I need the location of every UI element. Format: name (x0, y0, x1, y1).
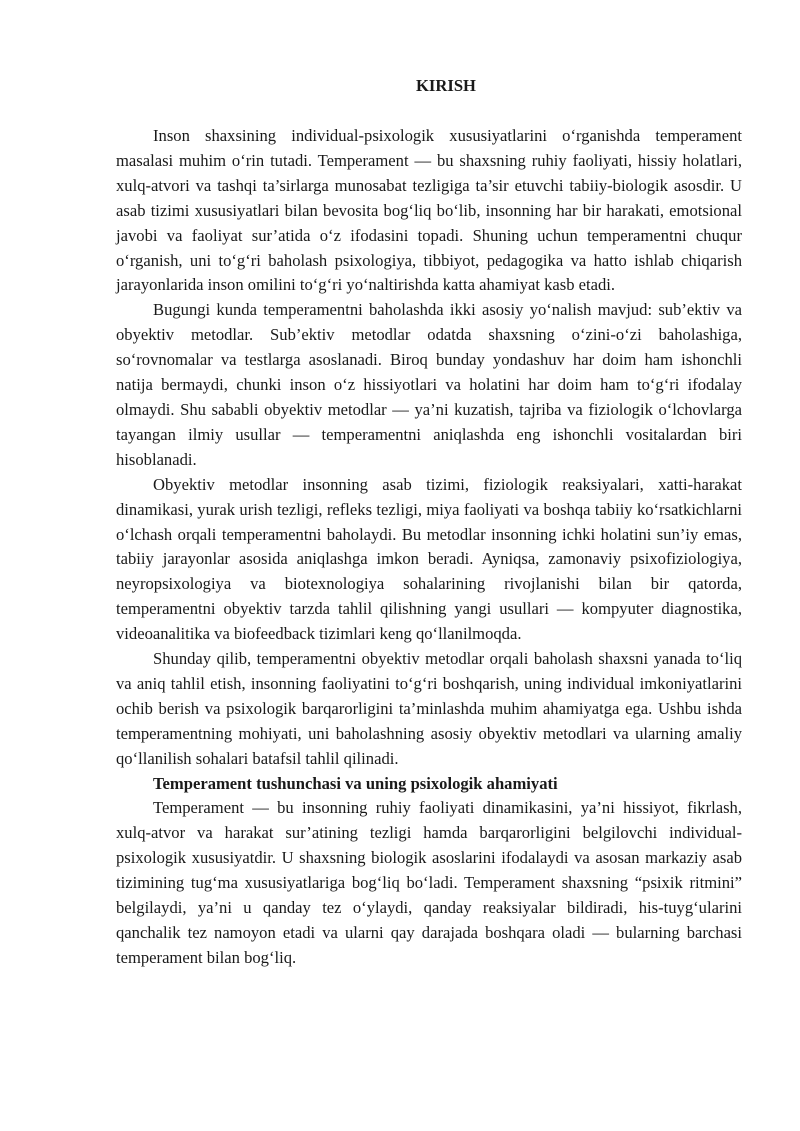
document-page (116, 74, 742, 971)
section-heading: Temperament tushunchasi va uning psixologik ahamiyati (153, 773, 558, 793)
document-title: KIRISH (416, 76, 476, 95)
paragraph-3: Obyektiv metodlar insonning asab tizimi, fiziologik reaksiyalari, xatti-harakat dinamikasi, yurak urish tezligi, refleks tezligi, miya faoliyati va boshqa tabiiy ko‘rsatkichlarni o‘lchash orqali temperamentni baholaydi. Bu metodlar insonning ichki holatini sun’iy emas, tabiiy jarayonlar asosida aniqlashga imkon beradi. Ayniqsa, zamonaviy psixofiziologiya, neyropsixologiya va biotexnologiya sohalarining rivojlanishi bilan bir qatorda, temperamentni obyektiv tarzda tahlil qilishning yangi usullari — kompyuter diagnostika, videoanalitika va biofeedback tizimlari keng qo‘llanilmoqda. (116, 474, 742, 644)
paragraph-4: Shunday qilib, temperamentni obyektiv metodlar orqali baholash shaxsni yanada to‘liq va aniq tahlil etish, insonning faoliyatini to‘g‘ri boshqarish, uning individual imkoniyatlarini ochib berish va psixologik barqarorligini ta’minlashda muhim ahamiyatga ega. Ushbu ishda temperamentning mohiyati, uni baholashning asosiy obyektiv metodlari va ularning amaliy qo‘llanilish sohalari batafsil tahlil qilinadi. (116, 649, 742, 768)
paragraph-2: Bugungi kunda temperamentni baholashda ikki asosiy yo‘nalish mavjud: sub’ektiv va obyektiv metodlar. Sub’ektiv metodlar odatda shaxsning o‘zini-o‘zi baholashiga, so‘rovnomalar va testlarga asoslanadi. Biroq bunday yondashuv har doim ham ishonchli natija bermaydi, chunki inson o‘z hissiyotlari va holatini har doim ham to‘g‘ri ifodalay olmaydi. Shu sababli obyektiv metodlar — ya’ni kuzatish, tajriba va fiziologik o‘lchovlarga tayangan ilmiy usullar — temperamentni aniqlashda eng ishonchli vositalardan biri hisoblanadi. (116, 300, 742, 469)
paragraph-1: Inson shaxsining individual-psixologik xususiyatlarini o‘rganishda temperament masalasi muhim o‘rin tutadi. Temperament — bu shaxsning ruhiy faoliyati, hissiy holatlari, xulq-atvori va tashqi ta’sirlarga munosabat tezligiga ta’sir etuvchi tabiiy-biologik asosdir. U asab tizimi xususiyatlari bilan bevosita bog‘liq bo‘lib, insonning har bir harakati, emotsional javobi va faoliyat sur’atida o‘z ifodasini topadi. Shuning uchun temperamentni chuqur o‘rganish, uni to‘g‘ri baholash psixologiya, tibbiyot, pedagogika va hatto ishlab chiqarish jarayonlarida inson omilini to‘g‘ri yo‘naltirishda katta ahamiyat kasb etadi. (116, 126, 742, 295)
section-paragraph: Temperament — bu insonning ruhiy faoliyati dinamikasini, ya’ni hissiyot, fikrlash, xulq-atvor va harakat sur’atining tezligi hamda barqarorligini belgilovchi individual-psixologik xususiyatdir. U shaxsning biologik asoslarini ifodalaydi va asosan markaziy asab tizimining tug‘ma xususiyatlariga bog‘liq bo‘ladi. Temperament shaxsning “psixik ritmini” belgilaydi, ya’ni u qanday tez o‘ylaydi, qanday reaksiyalar bildiradi, his-tuyg‘ularini qanchalik tez namoyon etadi va ularni qay darajada boshqara oladi — bularning barchasi temperament bilan bog‘liq. (116, 798, 742, 967)
